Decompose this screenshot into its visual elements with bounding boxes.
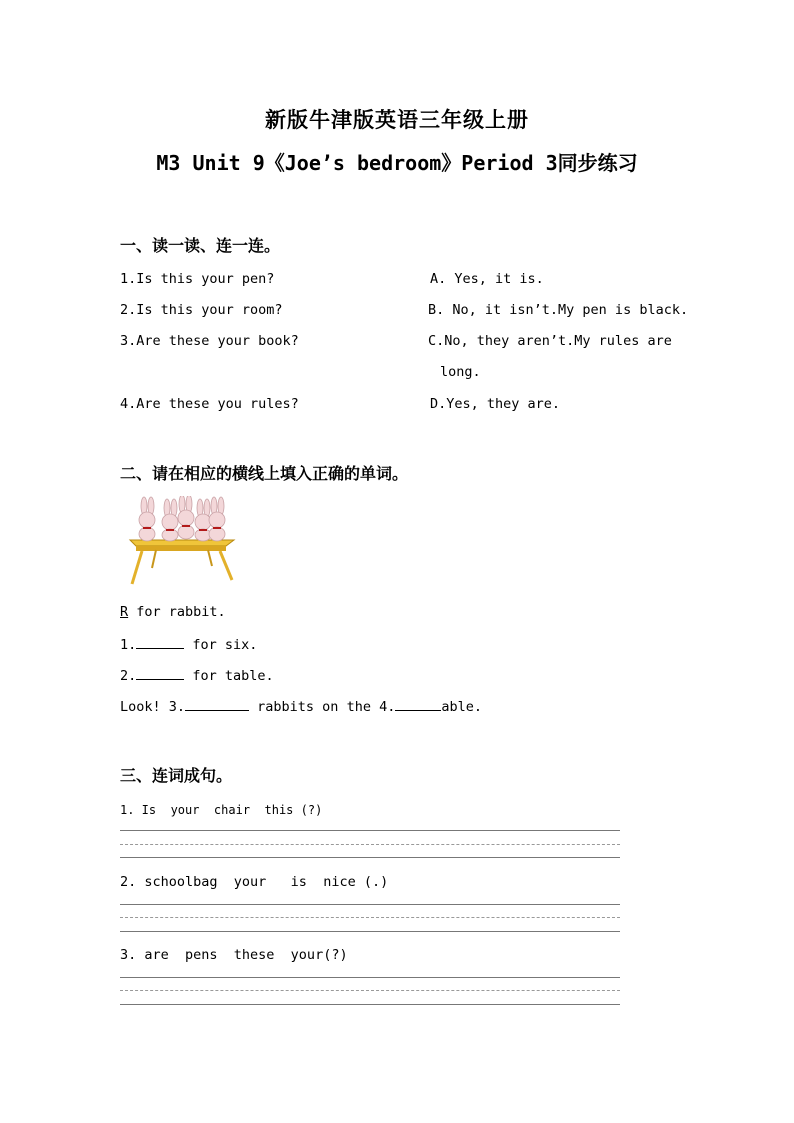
example-line <box>120 604 226 620</box>
answer-a: A. Yes, it is. <box>430 271 544 287</box>
answer-c: C.No, they aren’t.My rules are <box>428 333 672 349</box>
example-text: for rabbit. <box>128 604 226 620</box>
fill-item-2-number: 2. <box>120 668 137 684</box>
fill-item-1-text: for six. <box>184 637 258 653</box>
fill-item-3-text: rabbits on the 4. <box>249 699 396 715</box>
section3-heading: 三、连词成句。 <box>120 766 233 785</box>
fill-item-3-suffix: able. <box>441 699 482 715</box>
blank-4[interactable] <box>395 697 441 711</box>
blank-2[interactable] <box>136 666 184 680</box>
rabbits-on-table-illustration <box>126 496 238 586</box>
section1-heading: 一、读一读、连一连。 <box>120 236 281 255</box>
fill-item-3 <box>120 697 482 715</box>
writing-line <box>120 857 620 858</box>
answer-c-continued: long. <box>440 364 481 380</box>
fill-item-2 <box>120 666 274 684</box>
answer-d: D.Yes, they are. <box>430 396 561 412</box>
question-2: 2.Is this your room? <box>120 302 283 318</box>
writing-line <box>120 977 620 978</box>
writing-guide-line <box>120 844 620 845</box>
example-letter: R <box>120 604 129 620</box>
sentence-item-2: 2. schoolbag your is nice (.) <box>120 874 389 890</box>
fill-item-3-prefix: Look! 3. <box>120 699 186 715</box>
question-1: 1.Is this your pen? <box>120 271 275 287</box>
fill-item-1-number: 1. <box>120 637 137 653</box>
page-title: 新版牛津版英语三年级上册 <box>265 107 529 132</box>
question-3: 3.Are these your book? <box>120 333 299 349</box>
page-subtitle: M3 Unit 9《Joe’s bedroom》Period 3同步练习 <box>156 151 638 175</box>
answer-b: B. No, it isn’t.My pen is black. <box>428 302 689 318</box>
fill-item-2-text: for table. <box>184 668 274 684</box>
writing-line <box>120 931 620 932</box>
sentence-item-1: 1. Is your chair this (?) <box>120 803 323 817</box>
writing-line <box>120 830 620 831</box>
writing-line <box>120 1004 620 1005</box>
blank-1[interactable] <box>136 635 184 649</box>
writing-guide-line <box>120 990 620 991</box>
blank-3[interactable] <box>185 697 249 711</box>
section2-heading: 二、请在相应的横线上填入正确的单词。 <box>120 464 409 483</box>
writing-guide-line <box>120 917 620 918</box>
writing-line <box>120 904 620 905</box>
question-4: 4.Are these you rules? <box>120 396 299 412</box>
fill-item-1 <box>120 635 257 653</box>
sentence-item-3: 3. are pens these your(?) <box>120 947 348 963</box>
